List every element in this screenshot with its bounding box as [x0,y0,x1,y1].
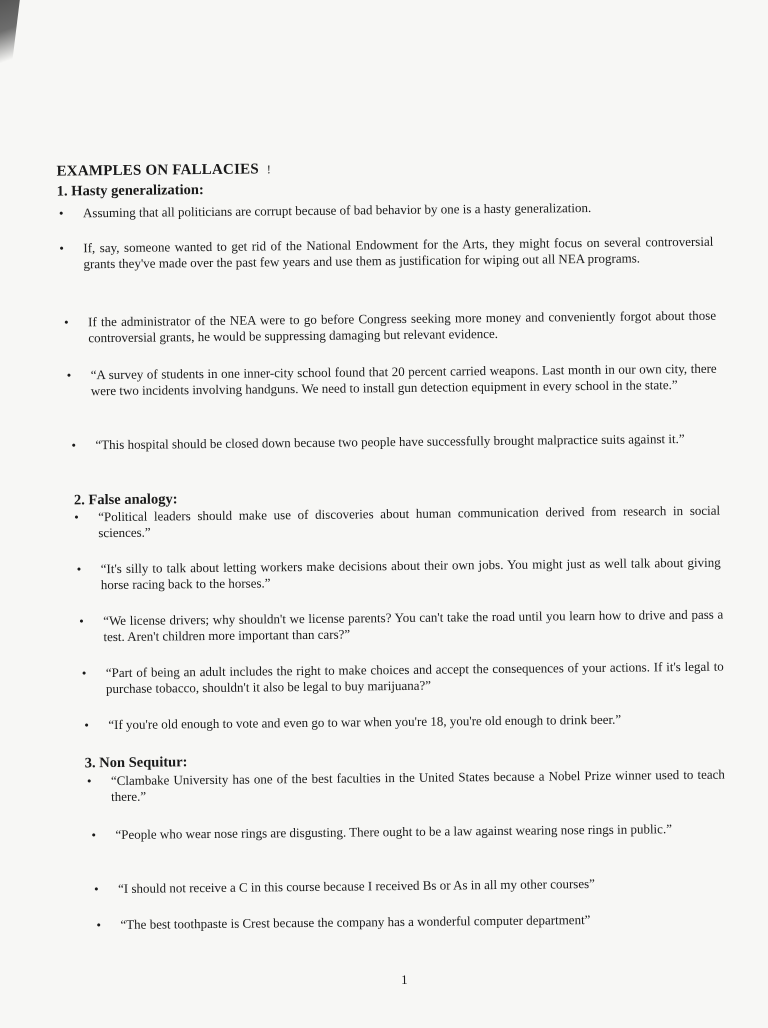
bullet-marker: • [91,827,97,843]
bullet-marker: • [93,881,99,897]
bullet-marker: • [96,917,102,933]
bullet-marker: • [81,665,87,681]
bullet-marker: • [58,205,64,221]
list-item: “Part of being an adult includes the right to make choices and accept the consequences of your actions. If it's legal to purchase tobacco, shouldn't it also be legal to buy marijuana?” [105,658,724,697]
list-item: If the administrator of the NEA were to go before Congress seeking more money and conveniently forgot about those controversial grants, he would be suppressing damaging but relevant evidence. [88,307,717,346]
list-item: “People who wear nose rings are disgusting. There ought to be a law against wearing nose rings in public.” [115,821,673,842]
list-item: “Political leaders should make use of discoveries about human communication derived from research in social sciences.” [98,502,721,541]
list-item: “If you're old enough to vote and even go to war when you're 18, you're old enough to drink beer.” [108,711,622,733]
bullet-marker: • [64,314,69,330]
list-item: Assuming that all politicians are corrupt because of bad behavior by one is a hasty generalization. [82,199,592,221]
title-mark: ! [266,162,272,177]
list-item: “I should not receive a C in this course because I received Bs or As in all my other courses” [117,875,595,896]
list-item: “Clambake University has one of the best faculties in the United States because a Nobel Prize winner used to teach there.” [110,766,725,805]
list-item: If, say, someone wanted to get rid of the National Endowment for the Arts, they might focus on several controversial grants they've made over the past few years and use them as justification for wiping out all NEA programs. [83,233,714,272]
bullet-marker: • [66,367,72,383]
bullet-marker: • [76,561,82,577]
title-text: EXAMPLES ON FALLACIES [56,161,259,180]
bullet-marker: • [86,773,92,789]
page-title [56,161,271,180]
list-item: “It's silly to talk about letting workers make decisions about their own jobs. You might just as well talk about giving horse racing back to the horses.” [100,554,721,593]
section-heading-hasty-generalization: 1. Hasty generalization: [56,182,204,200]
bullet-marker: • [84,717,89,733]
list-item: “This hospital should be closed down because two people have successfully brought malpractice suits against it.” [95,431,685,453]
list-item: “The best toothpaste is Crest because the company has a wonderful computer department” [120,912,591,932]
list-item: “We license drivers; why shouldn't we license parents? You can't take the road until you learn how to drive and pass a test. Aren't children more important than cars?” [103,606,724,645]
section-heading-non-sequitur: 3. Non Sequitur: [84,754,188,772]
bullet-marker: • [74,509,79,525]
bullet-marker: • [59,240,64,256]
bullet-marker: • [71,437,77,453]
bullet-marker: • [79,613,84,629]
list-item: “A survey of students in one inner-city school found that 20 percent carried weapons. Last month in our own city, there were two incidents involving handguns. We need to install gun detection equipment in every school in the state.” [90,360,717,399]
section-heading-false-analogy: 2. False analogy: [73,491,178,509]
page-number: 1 [400,971,408,988]
